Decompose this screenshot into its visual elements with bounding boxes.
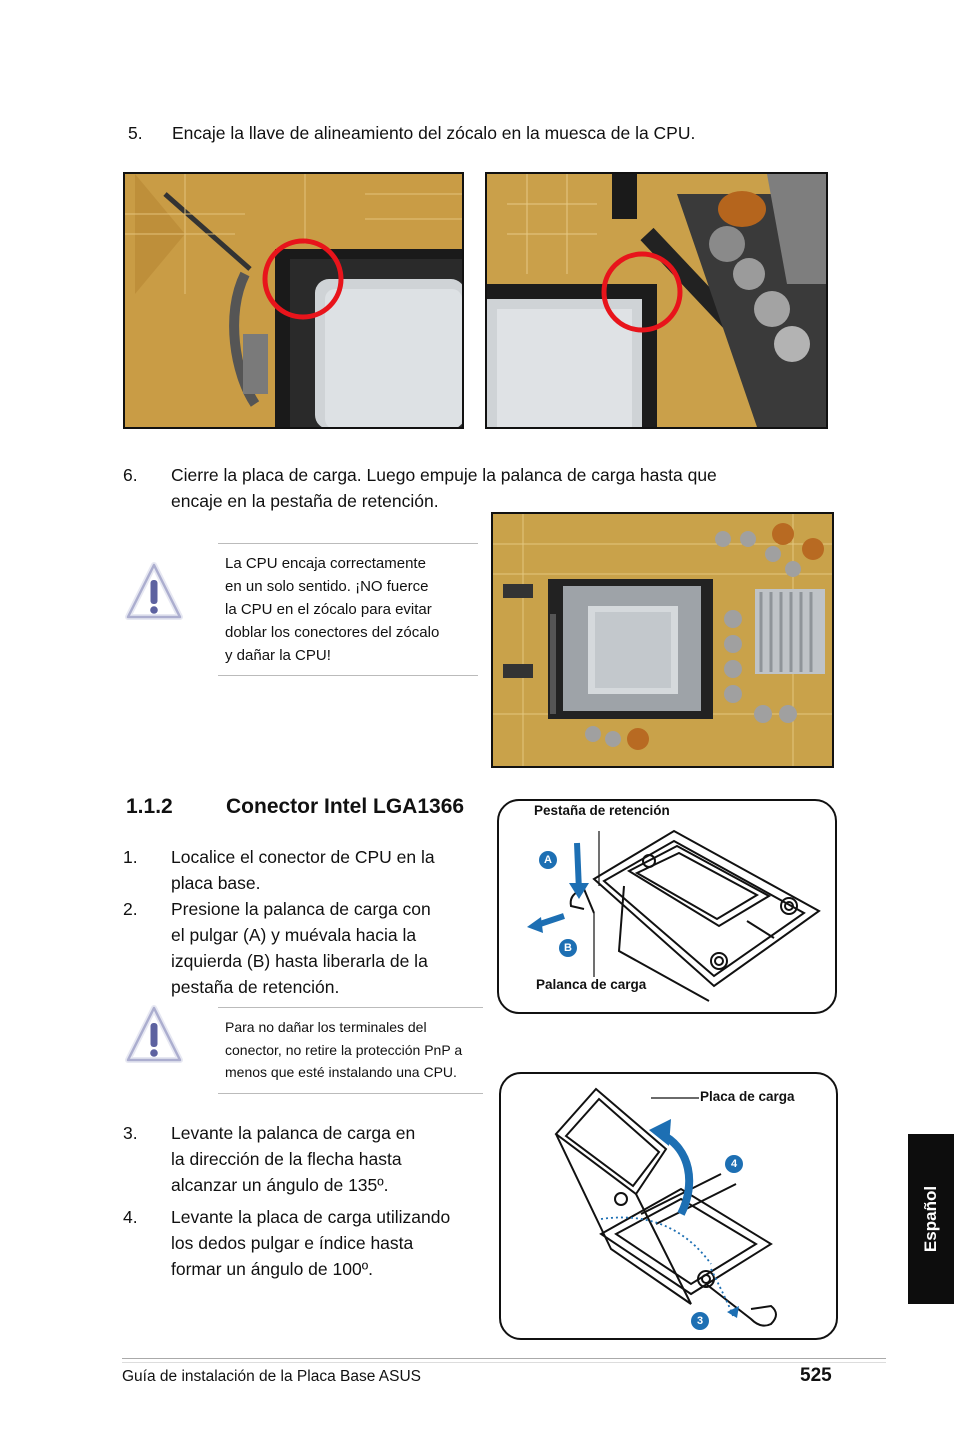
- step-6: [123, 462, 823, 516]
- caution-line: conector, no retire la protección PnP a: [225, 1041, 463, 1058]
- step-text-line: Levante la palanca de carga en: [171, 1123, 416, 1143]
- cpu-socket-photo-left-image: [125, 174, 462, 427]
- step-number: 4.: [123, 1207, 138, 1227]
- load-plate-illustration: [501, 1074, 836, 1338]
- language-tab: [908, 1134, 954, 1304]
- caution-rule-top: [218, 1007, 483, 1008]
- badge-b: B: [559, 939, 577, 957]
- step-text-line: formar un ángulo de 100º.: [171, 1259, 373, 1279]
- section-heading: [126, 795, 465, 819]
- caution-line: La CPU encaja correctamente: [225, 555, 426, 572]
- caution-line: en un solo sentido. ¡NO fuerce: [225, 578, 429, 595]
- step-text-line: izquierda (B) hasta liberarla de la: [171, 951, 428, 971]
- caution-line: y dañar la CPU!: [225, 647, 331, 664]
- step-number: 3.: [123, 1123, 138, 1143]
- cpu-socket-photo-left: [123, 172, 464, 429]
- step-text-line: Levante la placa de carga utilizando: [171, 1207, 451, 1227]
- cpu-socket-photo-right: [485, 172, 828, 429]
- step-text-line: Localice el conector de CPU en la: [171, 847, 435, 867]
- step-number: 6.: [123, 465, 138, 485]
- caution-line: Para no dañar los terminales del: [225, 1019, 427, 1035]
- motherboard-photo: [491, 512, 834, 768]
- step-text-line: pestaña de retención.: [171, 977, 340, 997]
- step-text: Encaje la llave de alineamiento del zócalo en la muesca de la CPU.: [172, 123, 696, 143]
- footer-title: Guía de instalación de la Placa Base ASUS: [122, 1368, 421, 1385]
- caution-line: doblar los conectores del zócalo: [225, 624, 440, 641]
- caution-text-1: [225, 552, 439, 667]
- caution-rule-top: [218, 543, 478, 544]
- load-plate-label: Placa de carga: [700, 1089, 795, 1104]
- badge-3: 3: [691, 1312, 709, 1330]
- caution-icon: [125, 1005, 183, 1070]
- load-plate-diagram: [499, 1072, 838, 1340]
- socket-lever-diagram: [497, 799, 837, 1014]
- load-lever-label: Palanca de carga: [536, 977, 647, 992]
- step-text-line: el pulgar (A) y muévala hacia la: [171, 925, 417, 945]
- footer-rule: [122, 1358, 886, 1363]
- step-text-line: alcanzar un ángulo de 135º.: [171, 1175, 389, 1195]
- section-title: Conector Intel LGA1366: [226, 795, 465, 818]
- caution-line: menos que esté instalando una CPU.: [225, 1064, 457, 1080]
- step-text-line: la dirección de la flecha hasta: [171, 1149, 402, 1169]
- step-text-line-2: encaje en la pestaña de retención.: [171, 491, 439, 511]
- page-number: 525: [800, 1365, 832, 1386]
- cpu-socket-photo-right-image: [487, 174, 826, 427]
- badge-a: A: [539, 851, 557, 869]
- motherboard-photo-image: [493, 514, 832, 766]
- retention-tab-label: Pestaña de retención: [534, 803, 670, 818]
- section-number: 1.1.2: [126, 795, 173, 818]
- caution-rule-bottom: [218, 675, 478, 676]
- step-text-line: los dedos pulgar e índice hasta: [171, 1233, 414, 1253]
- language-tab-label: Español: [921, 1185, 940, 1253]
- step-number: 1.: [123, 847, 138, 867]
- step-text-line-1: Cierre la placa de carga. Luego empuje la palanca de carga hasta que: [171, 465, 717, 485]
- caution-line: la CPU en el zócalo para evitar: [225, 601, 432, 618]
- step-text-line: placa base.: [171, 873, 261, 893]
- step-text-line: Presione la palanca de carga con: [171, 899, 431, 919]
- step-number: 5.: [128, 123, 143, 143]
- caution-rule-bottom: [218, 1093, 483, 1094]
- badge-4: 4: [725, 1155, 743, 1173]
- caution-text-2: [225, 1016, 462, 1084]
- step-number: 2.: [123, 899, 138, 919]
- caution-icon: [125, 562, 183, 627]
